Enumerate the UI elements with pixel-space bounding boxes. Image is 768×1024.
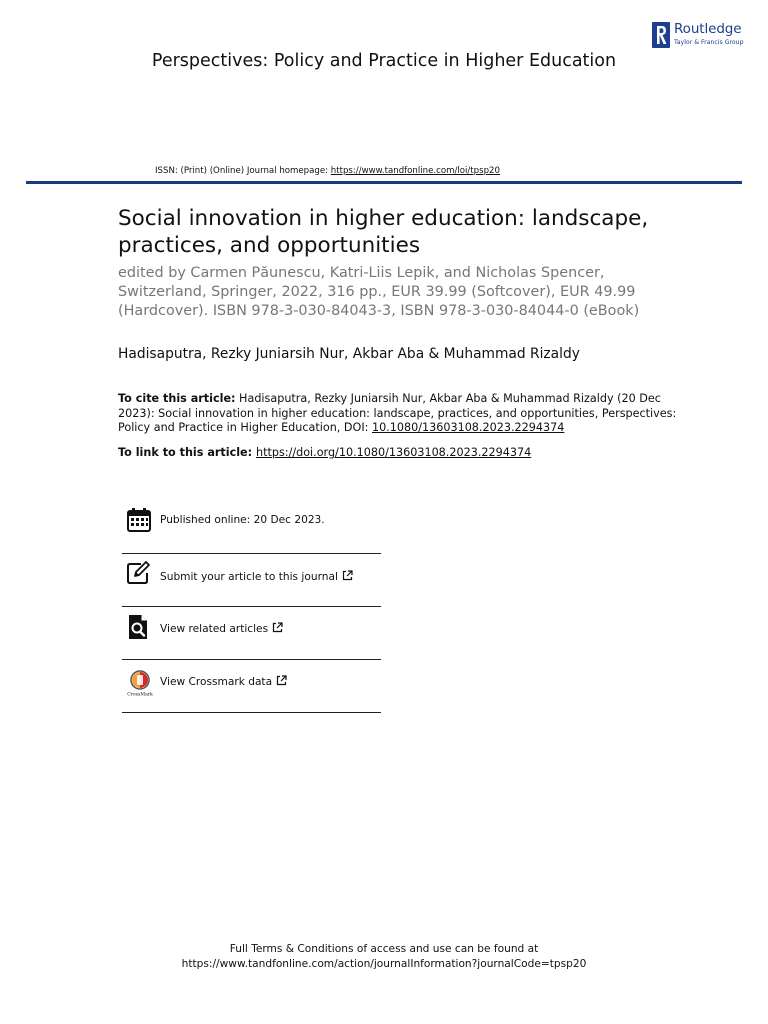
crossmark-icon [126, 669, 154, 697]
search-document-icon [126, 614, 152, 640]
divider [122, 606, 381, 607]
journal-homepage-link[interactable]: https://www.tandfonline.com/loi/tpsp20 [330, 166, 500, 176]
publisher-name: Routledge [674, 21, 742, 37]
divider [122, 712, 381, 713]
crossmark-link[interactable] [160, 675, 287, 688]
journal-title: Perspectives: Policy and Practice in Higher Education [151, 51, 617, 71]
published-online-item [122, 504, 381, 554]
publisher-logo [652, 20, 752, 54]
article-title: Social innovation in higher education: landscape, practices, and opportunities [118, 206, 649, 258]
external-link-icon [276, 675, 287, 686]
crossmark-label: View Crossmark data [160, 676, 273, 688]
terms-text: Full Terms & Conditions of access and use can be found at [229, 943, 539, 955]
related-articles-item[interactable] [122, 611, 381, 661]
routledge-logo-icon [652, 22, 670, 48]
related-articles-label: View related articles [160, 623, 269, 635]
header-divider [26, 181, 742, 184]
external-link-icon [342, 570, 353, 581]
article-url-link[interactable]: https://doi.org/10.1080/13603108.2023.2294374 [256, 446, 532, 459]
book-review-details: edited by Carmen Păunescu, Katri-Liis Lepik, and Nicholas Spencer, Switzerland, Springer, 2022, 316 pp., EUR 39.99 (Softcover), EUR 49.99 (Hardcover). ISBN 978-3-030-84043-3, ISBN 978-3-030-84044-0 (eBook) [118, 265, 640, 319]
article-link-line [118, 446, 531, 459]
edit-icon [126, 560, 152, 586]
citation-text: Hadisaputra, Rezky Juniarsih Nur, Akbar Aba & Muhammad Rizaldy (20 Dec 2023): Social innovation in higher education: landscape, practices, and opportunities, Perspectives: Policy and Practice in Higher Education, DOI: [118, 392, 677, 435]
doi-link[interactable]: 10.1080/13603108.2023.2294374 [371, 421, 565, 435]
submit-article-item[interactable] [122, 558, 381, 608]
submit-article-link[interactable] [160, 570, 353, 583]
issn-line [155, 166, 500, 176]
terms-footer [0, 942, 768, 972]
citation-label: To cite this article: [118, 392, 236, 405]
calendar-icon [126, 507, 152, 533]
terms-url[interactable]: https://www.tandfonline.com/action/journalInformation?journalCode=tpsp20 [181, 958, 587, 970]
related-articles-link[interactable] [160, 622, 283, 635]
crossmark-logo-text: CrossMark [127, 692, 153, 697]
external-link-icon [272, 622, 283, 633]
submit-article-label: Submit your article to this journal [160, 571, 338, 583]
publisher-tagline: Taylor & Francis Group [674, 39, 744, 46]
crossmark-item[interactable] [122, 664, 381, 714]
published-online-text: Published online: 20 Dec 2023. [160, 514, 325, 526]
article-link-label: To link to this article: [118, 446, 256, 459]
citation-block [118, 392, 678, 436]
divider [122, 553, 381, 554]
article-authors: Hadisaputra, Rezky Juniarsih Nur, Akbar Aba & Muhammad Rizaldy [118, 346, 580, 362]
issn-text: ISSN: (Print) (Online) Journal homepage: [155, 166, 331, 176]
divider [122, 659, 381, 660]
